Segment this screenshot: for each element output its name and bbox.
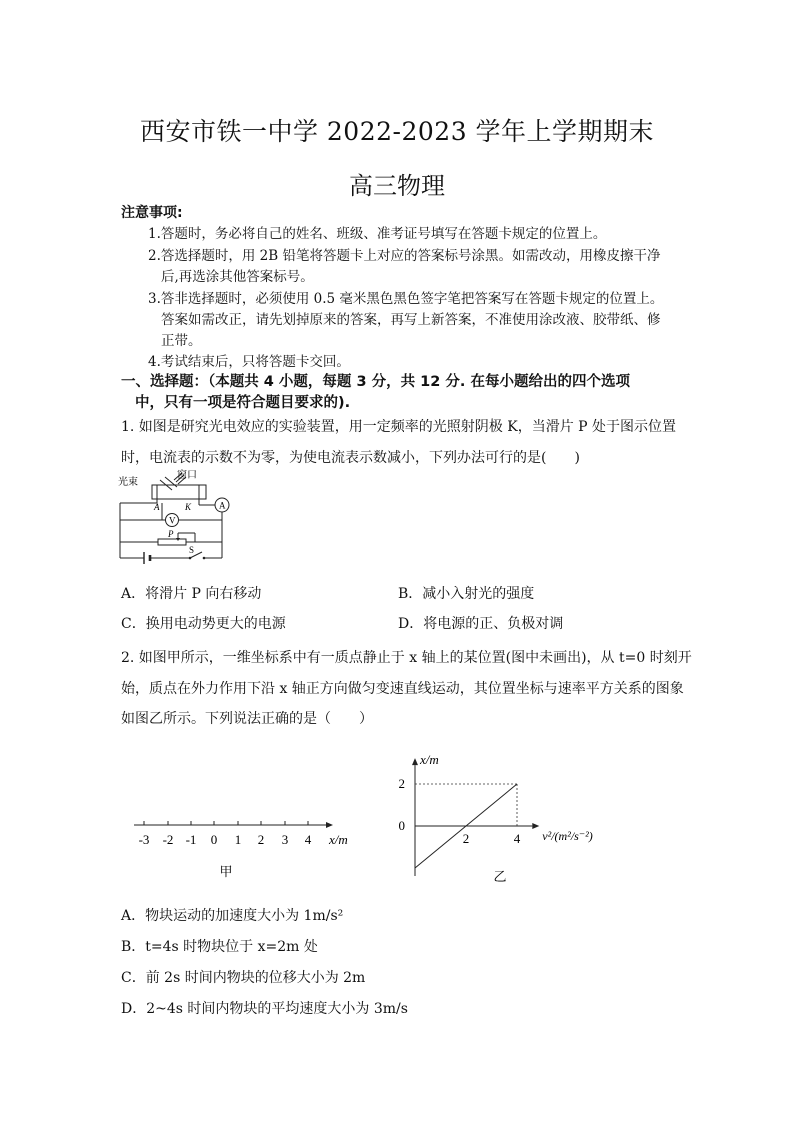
voltmeter-label: V [169, 515, 176, 526]
tick-label: -2 [162, 832, 174, 847]
switch-label: S [189, 545, 195, 555]
q1-option-c: C．换用电动势更大的电源 [121, 616, 286, 632]
phototube [152, 485, 206, 499]
x-axis-label: v²/(m²/s⁻²) [542, 829, 593, 843]
y-axis-label: x/m [420, 752, 439, 768]
notice-line: 正带。 [161, 333, 202, 349]
rheostat [158, 539, 186, 545]
q2-text: 始，质点在外力作用下沿 x 轴正方向做匀变速直线运动，其位置坐标与速率平方关系的图象 [121, 681, 684, 697]
tick-label: -3 [138, 832, 150, 847]
x-tick-label: 4 [513, 831, 521, 846]
y-axis-arrow [412, 758, 418, 765]
notice-line: 2.答选择题时，用 2B 铅笔将答题卡上对应的答案标号涂黑。如需改动，用橡皮擦干净 [148, 248, 661, 264]
beam-label: 光束 [118, 477, 138, 488]
cathode-label: K [185, 502, 192, 512]
section-heading: 一、选择题：（本题共 4 小题，每题 3 分，共 12 分. 在每小题给出的四个选项 [121, 374, 630, 390]
q1-option-d: D．将电源的正、负极对调 [398, 616, 564, 632]
q1-text: 时，电流表的示数不为零，为使电流表示数减小，下列办法可行的是( ) [121, 450, 580, 466]
q1-option-b: B．减小入射光的强度 [398, 586, 535, 602]
tick-label: 0 [210, 832, 218, 847]
section-heading-cont: 中，只有一项是符合题目要求的). [135, 395, 351, 411]
q2-option-c: C．前 2s 时间内物块的位移大小为 2m [121, 970, 366, 986]
q2-option-b: B．t=4s 时物块位于 x=2m 处 [121, 939, 318, 955]
q1-text: 1. 如图是研究光电效应的实验装置，用一定频率的光照射阴极 K，当滑片 P 处于图示位置 [121, 419, 677, 435]
tick-label: -1 [185, 832, 197, 847]
q2-text: 2. 如图甲所示，一维坐标系中有一质点静止于 x 轴上的某位置(图中未画出)，从 t=0 时刻开 [121, 650, 692, 666]
notice-heading: 注意事项: [121, 205, 183, 221]
y-tick-label: 0 [398, 818, 405, 833]
q1-option-a: A．将滑片 P 向右移动 [121, 586, 262, 602]
y-tick-label: 2 [398, 776, 405, 791]
tick-label: 2 [257, 832, 265, 847]
notice-line: 1.答题时，务必将自己的姓名、班级、准考证号填写在答题卡规定的位置上。 [148, 226, 607, 242]
tick-label: 4 [304, 832, 312, 847]
exam-title: 西安市铁一中学 2022-2023 学年上学期期末 [139, 117, 655, 146]
notice-line: 后,再选涂其他答案标号。 [161, 269, 314, 285]
figure-caption-yi: 乙 [493, 869, 507, 884]
number-line-arrow [326, 822, 333, 828]
photoelectric-circuit-diagram [110, 468, 240, 568]
q2-option-a: A．物块运动的加速度大小为 1m/s² [121, 908, 344, 924]
ammeter-label: A [219, 500, 226, 511]
notice-line: 3.答非选择题时，必须使用 0.5 毫米黑色黑色签字笔把答案写在答题卡规定的位置上。 [148, 291, 664, 307]
notice-line: 4.考试结束后，只将答题卡交回。 [148, 354, 350, 370]
subject-title: 高三物理 [349, 172, 445, 200]
window-label: 窗口 [177, 470, 197, 481]
tick-label: 1 [234, 832, 242, 847]
q2-text: 如图乙所示。下列说法正确的是（ ） [121, 711, 373, 727]
x-axis-arrow [532, 823, 539, 829]
figure-caption-jia: 甲 [219, 864, 233, 879]
q2-option-d: D．2~4s 时间内物块的平均速度大小为 3m/s [121, 1001, 408, 1017]
figure-yi-chart [360, 742, 610, 887]
axis-label-x: x/m [329, 832, 348, 847]
figure-jia-number-line [130, 805, 360, 880]
slider-label: P [168, 529, 174, 539]
x-tick-label: 2 [462, 831, 470, 846]
anode-label: A [154, 502, 160, 512]
tick-label: 3 [281, 832, 289, 847]
notice-line: 答案如需改正，请先划掉原来的答案，再写上新答案，不准使用涂改液、胶带纸、修 [161, 312, 661, 328]
